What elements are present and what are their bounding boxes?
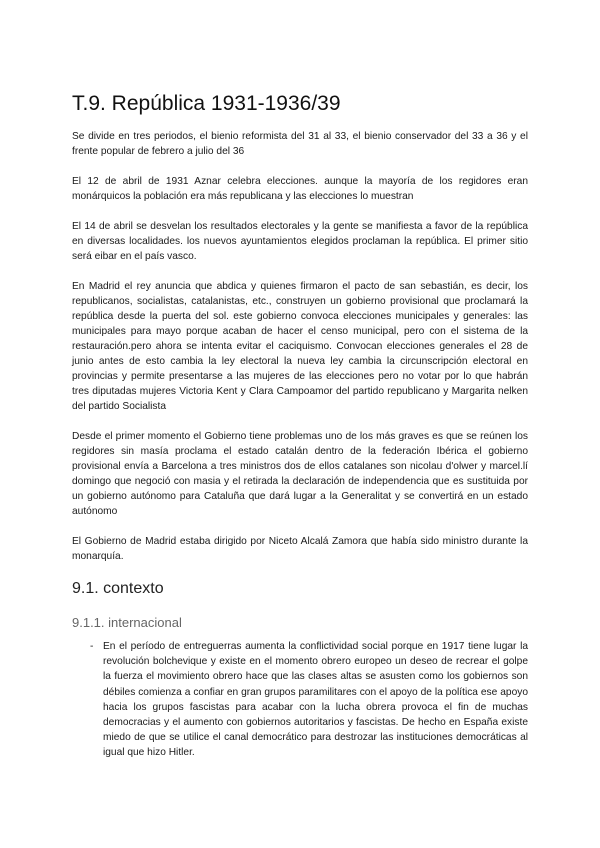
elections-paragraph: El 12 de abril de 1931 Aznar celebra elecciones. aunque la mayoría de los regidores eran monárquicos la población era más republicana y las elecciones lo muestran <box>72 176 528 202</box>
document-title: T.9. República 1931-1936/39 <box>72 92 341 115</box>
bullet-marker: - <box>90 641 94 652</box>
government-problems-paragraph: Desde el primer momento el Gobierno tiene problemas uno de los más graves es que se reúnen los regidores sin masía proclama el estado catalán dentro de la federación Ibérica el gobierno provisional envía a Barcelona a tres ministros dos de ellos catalanes son nicolau d'olwer y marcel.lí domingo que negoció con masia y el retirada la declaración de independencia que es sustituida por un gobierno autónomo para Cataluña que dará lugar a la Generalitat y se convertirá en un estado autónomo <box>72 431 528 517</box>
bullet-text: En el período de entreguerras aumenta la conflictividad social porque en 1917 tiene lugar la revolución bolchevique y existe en el momento obrero europeo un deseo de recrear el golpe la fuerza el movimiento obrero hace que las clases altas se asusten como los gobiernos son débiles comienza a confiar en gran grupos paramilitares con el apoyo de la política ese apoyo hacia los grupos fascistas para acabar con la lucha obrera provoca el fin de muchas democracias y el aumento con gobiernos autoritarios y fascistas. De hecho en España existe miedo de que se utilice el canal democrático para destrozar las instituciones democráticas al igual que hizo Hitler. <box>103 641 528 759</box>
alcala-zamora-paragraph: El Gobierno de Madrid estaba dirigido por Niceto Alcalá Zamora que había sido ministro durante la monarquía. <box>72 536 528 562</box>
list-item <box>72 639 528 761</box>
madrid-paragraph: En Madrid el rey anuncia que abdica y quienes firmaron el pacto de san sebastián, es decir, los republicanos, socialistas, catalanistas, etc., construyen un gobierno provisional que proclamará la república desde la puerta del sol. este gobierno convoca elecciones municipales y generales: las municipales para mayo porque acaban de hacer el censo municipal, pero con el sistema de la restauración.pero ahora se intenta evitar el caciquismo. Convocan elecciones generales el 28 de junio antes de esto cambia la ley electoral la nueva ley cambia la circunscripción electoral en provincias y permite presentarse a las mujeres de las elecciones pero no votar por lo que habrán tres diputadas mujeres Victoria Kent y Clara Campoamor del partido republicano y Margarita nelken del partido Socialista <box>72 281 528 412</box>
section-heading: 9.1. contexto <box>72 580 164 597</box>
subsection-heading: 9.1.1. internacional <box>72 615 182 630</box>
results-paragraph: El 14 de abril se desvelan los resultados electorales y la gente se manifiesta a favor de la república en diversas localidades. los nuevos ayuntamientos elegidos proclaman la república. El primer sitio será eibar en el país vasco. <box>72 221 528 262</box>
bullet-list <box>72 639 528 761</box>
intro-paragraph: Se divide en tres periodos, el bienio reformista del 31 al 33, el bienio conservador del 33 a 36 y el frente popular de febrero a julio del 36 <box>72 131 528 157</box>
